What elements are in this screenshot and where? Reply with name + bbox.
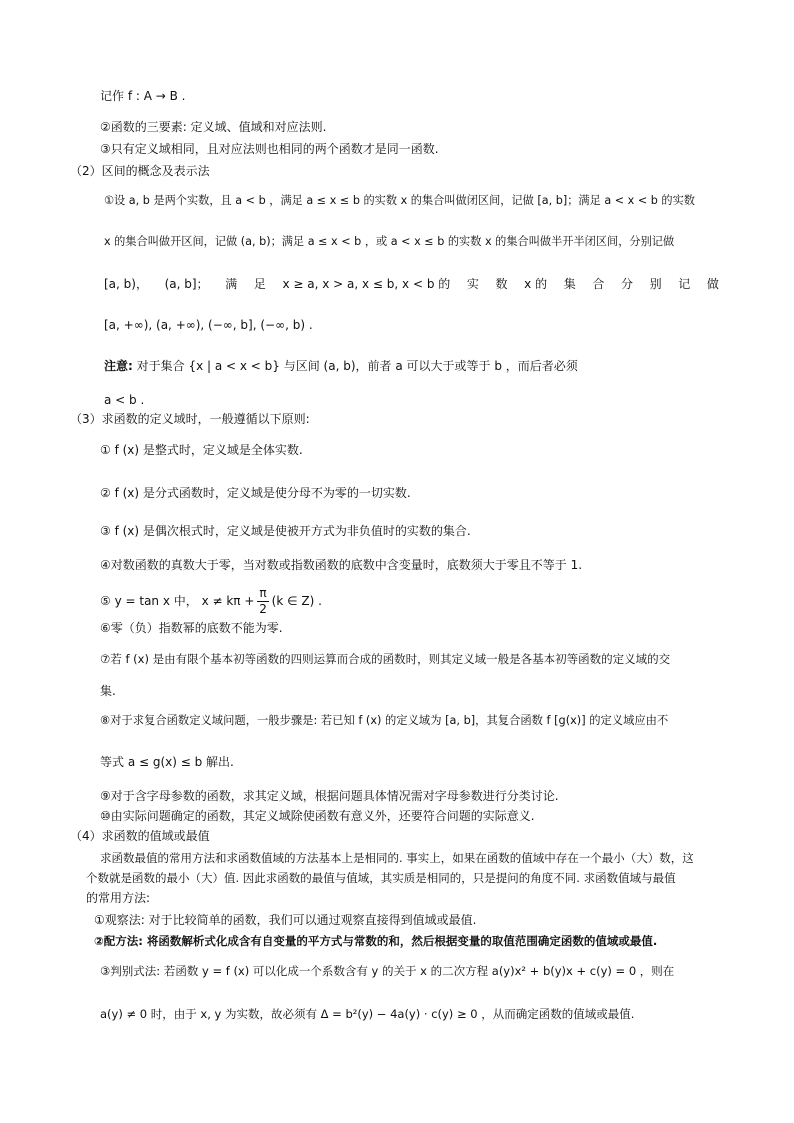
justified-word: 足 bbox=[253, 277, 266, 291]
text-line: ⑩由实际问题确定的函数，其定义域除使函数有意义外，还要符合问题的实际意义. bbox=[100, 809, 535, 823]
text-line: ④对数函数的真数大于零，当对数或指数函数的底数中含变量时，底数须大于零且不等于 1. bbox=[100, 558, 583, 572]
note-line bbox=[104, 358, 578, 374]
text-line: ①设 a, b 是两个实数，且 a < b ，满足 a ≤ x ≤ b 的实数 x 的集合叫做闭区间，记做 [a, b]；满足 a < x < b 的实数 bbox=[104, 194, 695, 207]
text-line: 个数就是函数的最小（大）值. 因此求函数的最值与值域，其实质是相同的，只是提问的角度不同. 求函数值域与最值 bbox=[86, 871, 676, 885]
text-line: ③只有定义域相同，且对应法则也相同的两个函数才是同一函数. bbox=[100, 142, 439, 156]
text-line: a < b . bbox=[104, 393, 145, 407]
formula-text: (k ∈ Z) . bbox=[271, 594, 322, 608]
justified-word: x 的 bbox=[524, 277, 548, 291]
justified-word: 别 bbox=[649, 277, 662, 291]
text-line: 等式 a ≤ g(x) ≤ b 解出. bbox=[100, 755, 234, 769]
text-line: ⑧对于求复合函数定义域问题，一般步骤是: 若已知 f (x) 的定义域为 [a, b]，其复合函数 f [g(x)] 的定义域应由不 bbox=[100, 714, 669, 727]
text-line: a(y) ≠ 0 时，由于 x, y 为实数，故必须有 Δ = b²(y) − 4a(y) · c(y) ≥ 0 ，从而确定函数的值域或最值. bbox=[100, 1007, 635, 1021]
justified-word: 分 bbox=[621, 277, 634, 291]
justified-word: 数 bbox=[495, 277, 508, 291]
text-line: ⑥零（负）指数幂的底数不能为零. bbox=[100, 621, 283, 635]
text-line: 集. bbox=[100, 684, 116, 698]
note-text: 对于集合 {x | a < x < b} 与区间 (a, b)，前者 a 可以大于或等于 b ，而后者必须 bbox=[132, 359, 578, 373]
text-line: x 的集合叫做开区间，记做 (a, b)；满足 a ≤ x < b ，或 a < x ≤ b 的实数 x 的集合叫做半开半闭区间，分别记做 bbox=[104, 235, 675, 248]
text-line: 的常用方法: bbox=[86, 891, 151, 905]
fraction bbox=[257, 586, 268, 617]
formula-text: ⑤ y = tan x 中， x ≠ kπ + bbox=[100, 594, 255, 608]
note-label: 注意: bbox=[104, 359, 133, 373]
justified-word: 集 bbox=[563, 277, 576, 291]
text-line: ① f (x) 是整式时，定义域是全体实数. bbox=[100, 443, 303, 457]
justified-word: 实 bbox=[466, 277, 479, 291]
text-line: 记作 f : A → B . bbox=[100, 89, 186, 103]
formula-line bbox=[100, 586, 322, 617]
justified-text-line bbox=[104, 276, 719, 292]
text-line: ③ f (x) 是偶次根式时，定义域是使被开方式为非负值时的实数的集合. bbox=[100, 524, 471, 538]
justified-word: 记 bbox=[678, 277, 691, 291]
section-heading: （3）求函数的定义域时，一般遵循以下原则: bbox=[70, 412, 310, 426]
justified-word: x ≥ a, x > a, x ≤ b, x < b 的 bbox=[282, 277, 451, 291]
text-line: ②函数的三要素: 定义域、值域和对应法则. bbox=[100, 120, 327, 134]
text-line: ③判别式法: 若函数 y = f (x) 可以化成一个系数含有 y 的关于 x 的二次方程 a(y)x² + b(y)x + c(y) = 0 ，则在 bbox=[100, 964, 675, 978]
section-heading: （4）求函数的值域或最值 bbox=[70, 829, 210, 843]
justified-word: 满 bbox=[225, 277, 238, 291]
fraction-numerator: π bbox=[259, 586, 267, 600]
fraction-denominator: 2 bbox=[259, 602, 267, 616]
justified-word: [a, b)， bbox=[104, 277, 148, 291]
justified-word: 做 bbox=[706, 277, 719, 291]
justified-word: 合 bbox=[592, 277, 605, 291]
text-line: ①观察法: 对于比较简单的函数，我们可以通过观察直接得到值域或最值. bbox=[94, 913, 477, 927]
section-heading: （2）区间的概念及表示法 bbox=[70, 164, 210, 178]
text-line: [a, +∞), (a, +∞), (−∞, b], (−∞, b) . bbox=[104, 318, 313, 332]
text-line: 求函数最值的常用方法和求函数值域的方法基本上是相同的. 事实上，如果在函数的值域中存在一个最小（大）数，这 bbox=[100, 851, 694, 865]
bold-text-line: ②配方法: 将函数解析式化成含有自变量的平方式与常数的和，然后根据变量的取值范围确定函数的值域或最值. bbox=[94, 934, 658, 948]
text-line: ⑨对于含字母参数的函数，求其定义域，根据问题具体情况需对字母参数进行分类讨论. bbox=[100, 789, 559, 803]
text-line: ② f (x) 是分式函数时，定义域是使分母不为零的一切实数. bbox=[100, 486, 411, 500]
text-line: ⑦若 f (x) 是由有限个基本初等函数的四则运算而合成的函数时，则其定义域一般是各基本初等函数的定义域的交 bbox=[100, 652, 671, 666]
justified-word: (a, b]； bbox=[164, 277, 209, 291]
